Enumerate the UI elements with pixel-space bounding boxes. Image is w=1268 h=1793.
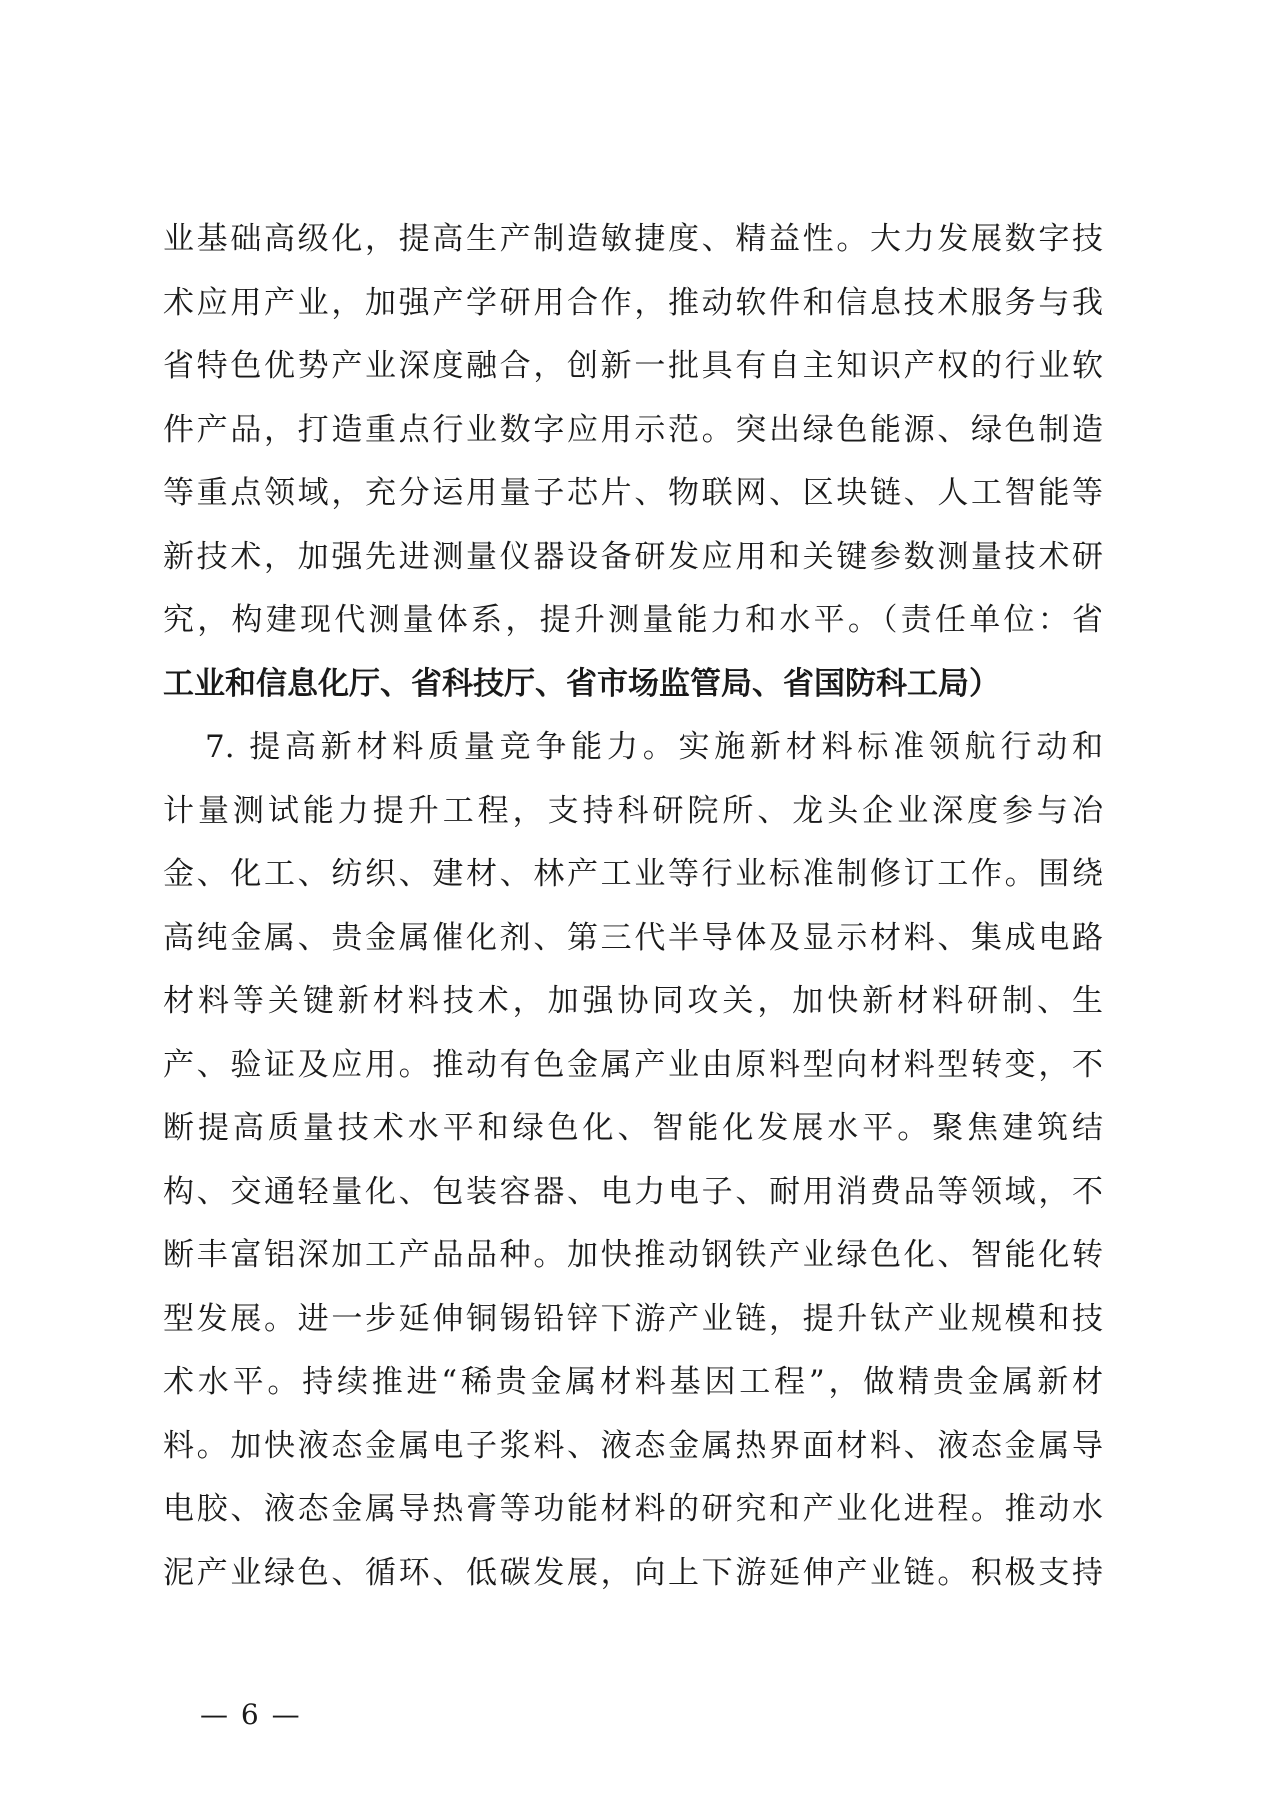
text-line: 构、交通轻量化、包装容器、电力电子、耐用消费品等领域，不 xyxy=(163,1173,1103,1210)
text-line: 等重点领域，充分运用量子芯片、物联网、区块链、人工智能等 xyxy=(163,475,1103,511)
text-line: 省特色优势产业深度融合，创新一批具有自主知识产权的行业软 xyxy=(163,348,1103,384)
text-line: 泥产业绿色、循环、低碳发展，向上下游延伸产业链。积极支持 xyxy=(163,1554,1103,1591)
text-line: 料。加快液态金属电子浆料、液态金属热界面材料、液态金属导 xyxy=(163,1427,1103,1464)
text-line: 术水平。持续推进“稀贵金属材料基因工程”，做精贵金属新材 xyxy=(163,1364,1103,1400)
text-line: 断丰富铝深加工产品品种。加快推动钢铁产业绿色化、智能化转 xyxy=(163,1237,1103,1273)
text-line: 计量测试能力提升工程，支持科研院所、龙头企业深度参与冶 xyxy=(163,792,1103,829)
text-line: 金、化工、纺织、建材、林产工业等行业标准制修订工作。围绕 xyxy=(163,856,1103,892)
text-line: 术应用产业，加强产学研用合作，推动软件和信息技术服务与我 xyxy=(163,284,1103,321)
page-number: — 6 — xyxy=(200,1698,302,1731)
text-line: 电胶、液态金属导热膏等功能材料的研究和产业化进程。推动水 xyxy=(163,1491,1103,1527)
text-line: 高纯金属、贵金属催化剂、第三代半导体及显示材料、集成电路 xyxy=(163,919,1103,956)
text-line: 材料等关键新材料技术，加强协同攻关，加快新材料研制、生 xyxy=(163,983,1103,1019)
text-line: 业基础高级化，提高生产制造敏捷度、精益性。大力发展数字技 xyxy=(163,221,1103,257)
text-line: 断提高质量技术水平和绿色化、智能化发展水平。聚焦建筑结 xyxy=(163,1110,1103,1146)
section-heading-line: 7. 提高新材料质量竞争能力。实施新材料标准领航行动和 xyxy=(205,729,1103,765)
body-text xyxy=(163,208,1103,1605)
responsible-units-line: 工业和信息化厅、省科技厅、省市场监管局、省国防科工局） xyxy=(163,665,1000,702)
text-line: 新技术，加强先进测量仪器设备研发应用和关键参数测量技术研 xyxy=(163,538,1103,575)
text-line: 件产品，打造重点行业数字应用示范。突出绿色能源、绿色制造 xyxy=(163,411,1103,448)
text-line: 型发展。进一步延伸铜锡铅锌下游产业链，提升钛产业规模和技 xyxy=(163,1300,1103,1337)
text-line: 究，构建现代测量体系，提升测量能力和水平。（责任单位：省 xyxy=(163,602,1103,638)
text-line: 产、验证及应用。推动有色金属产业由原料型向材料型转变，不 xyxy=(163,1046,1103,1083)
